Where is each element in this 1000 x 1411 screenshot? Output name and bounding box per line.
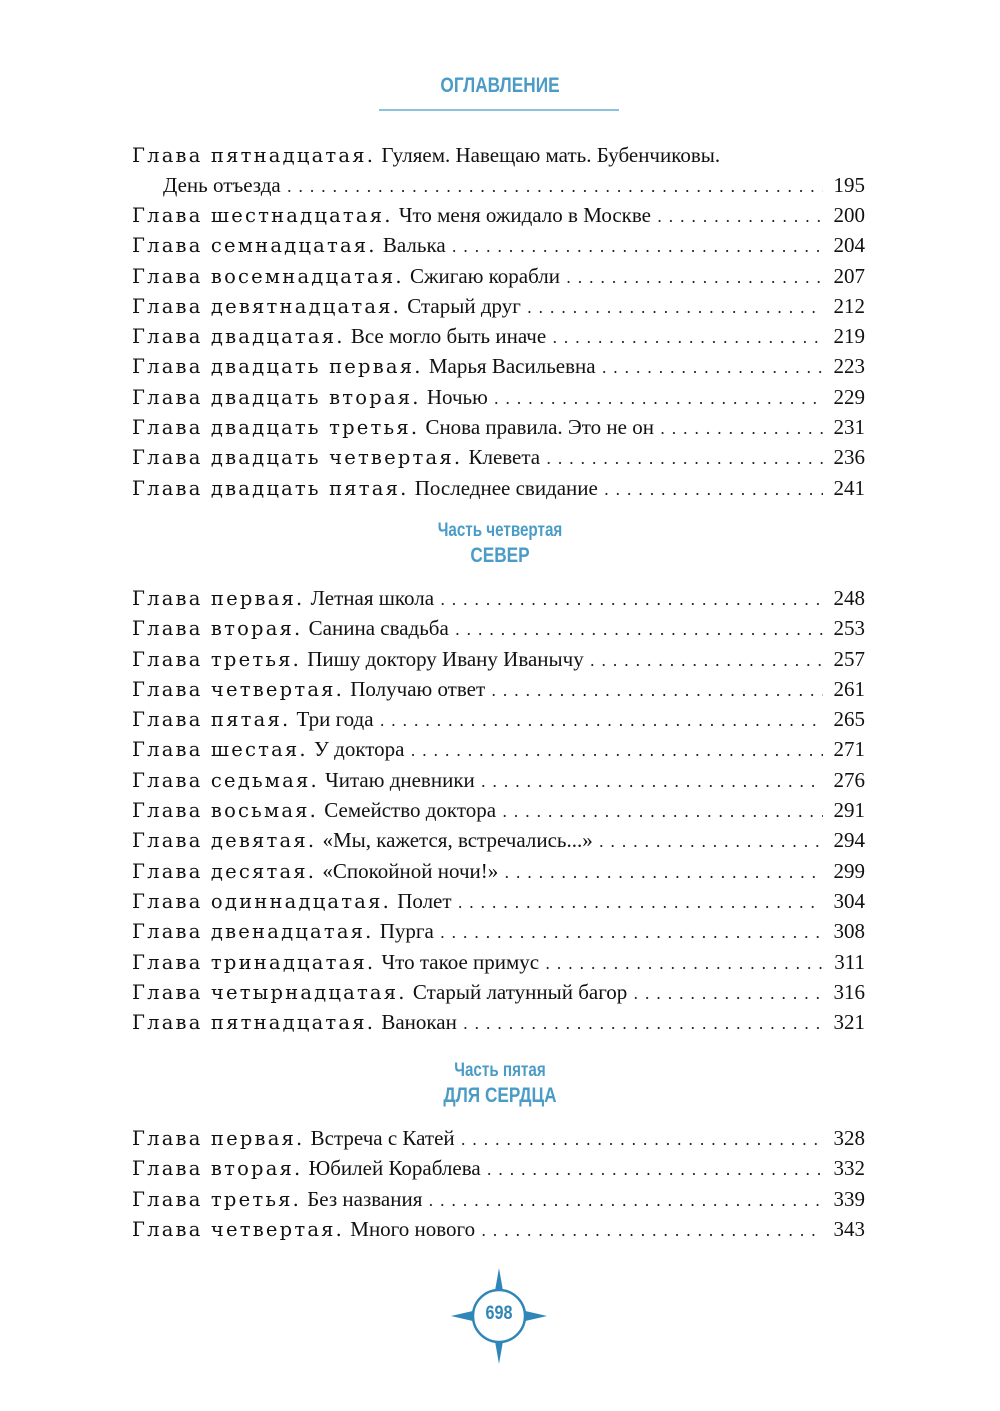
leader-dots bbox=[604, 475, 823, 505]
page-ref: 291 bbox=[833, 798, 865, 823]
chapter-title: Юбилей Кораблева bbox=[308, 1156, 481, 1181]
leader-dots bbox=[590, 646, 823, 676]
toc-entry[interactable] bbox=[132, 856, 865, 886]
leader-dots bbox=[380, 706, 823, 736]
part-heading bbox=[0, 1060, 1000, 1108]
page-ref: 207 bbox=[833, 263, 865, 288]
page-ref: 311 bbox=[834, 949, 865, 974]
chapter-title: Клевета bbox=[468, 445, 541, 470]
chapter-title: «Мы, кажется, встречались...» bbox=[322, 828, 593, 853]
page-ref: 219 bbox=[833, 324, 865, 349]
chapter-number: Глава третья. bbox=[132, 1187, 302, 1211]
leader-dots bbox=[458, 888, 823, 918]
chapter-title: Много нового bbox=[350, 1216, 476, 1241]
toc-section-part-three bbox=[132, 140, 865, 503]
toc-entry[interactable] bbox=[132, 321, 865, 351]
chapter-number: Глава восьмая. bbox=[132, 799, 319, 823]
toc-entry[interactable] bbox=[132, 704, 865, 734]
chapter-number: Глава шестнадцатая. bbox=[132, 204, 393, 227]
toc-entry[interactable] bbox=[132, 1153, 865, 1183]
chapter-title: Снова правила. Это не он bbox=[425, 415, 654, 440]
page-ref: 195 bbox=[833, 173, 865, 197]
chapter-number: Глава семнадцатая. bbox=[132, 234, 377, 258]
page-ref: 231 bbox=[833, 415, 865, 440]
chapter-number: Глава четвертая. bbox=[132, 1217, 345, 1241]
chapter-title: Встреча с Катей bbox=[310, 1126, 455, 1150]
chapter-number: Глава двадцать первая. bbox=[132, 355, 423, 379]
toc-entry[interactable] bbox=[132, 583, 865, 613]
toc-entry[interactable] bbox=[132, 1007, 865, 1037]
page-ref: 276 bbox=[833, 767, 865, 792]
page-ref: 248 bbox=[833, 586, 865, 610]
page-ref: 343 bbox=[833, 1216, 865, 1241]
chapter-title: Три года bbox=[296, 707, 374, 732]
chapter-title: Что такое примус bbox=[381, 949, 540, 974]
toc-entry[interactable] bbox=[132, 1184, 865, 1214]
page-ref: 339 bbox=[833, 1186, 865, 1211]
chapter-title: «Спокойной ночи!» bbox=[322, 858, 499, 883]
chapter-number: Глава пятая. bbox=[132, 708, 291, 732]
leader-dots bbox=[660, 414, 823, 444]
leader-dots bbox=[461, 1125, 823, 1155]
page-ref: 265 bbox=[833, 707, 865, 732]
chapter-number: Глава двенадцатая. bbox=[132, 920, 374, 944]
leader-dots bbox=[452, 232, 823, 262]
chapter-title: Получаю ответ bbox=[350, 676, 486, 701]
leader-dots bbox=[504, 858, 823, 888]
chapter-title: Пурга bbox=[379, 919, 434, 944]
leader-dots bbox=[481, 767, 823, 797]
toc-section-part-four bbox=[132, 583, 865, 1037]
toc-entry[interactable] bbox=[132, 473, 865, 503]
part-name: СЕВЕР bbox=[470, 544, 530, 567]
chapter-number: Глава двадцать вторая. bbox=[132, 385, 421, 409]
part-heading bbox=[0, 520, 1000, 568]
page-ref: 223 bbox=[833, 354, 865, 379]
leader-dots bbox=[552, 323, 823, 353]
toc-entry[interactable] bbox=[132, 382, 865, 412]
page-number: 698 bbox=[485, 1303, 513, 1324]
chapter-title: У доктора bbox=[314, 737, 405, 762]
chapter-number: Глава четвертая. bbox=[132, 677, 345, 701]
chapter-title: Последнее свидание bbox=[414, 475, 598, 500]
leader-dots bbox=[428, 1186, 823, 1216]
chapter-title: Сжигаю корабли bbox=[410, 263, 560, 288]
chapter-title: Летная школа bbox=[310, 586, 435, 610]
chapter-title-continued: День отъезда bbox=[163, 173, 281, 197]
chapter-number: Глава двадцатая. bbox=[132, 325, 345, 349]
page-ref: 308 bbox=[833, 919, 865, 944]
chapter-title: Санина свадьба bbox=[308, 616, 449, 641]
chapter-title: Марья Васильевна bbox=[428, 354, 596, 379]
chapter-title: Читаю дневники bbox=[325, 767, 475, 792]
chapter-number: Глава двадцать четвертая. bbox=[132, 446, 463, 470]
toc-entry[interactable] bbox=[132, 765, 865, 795]
leader-dots bbox=[463, 1009, 823, 1039]
leader-dots bbox=[599, 827, 823, 857]
chapter-number: Глава пятнадцатая. bbox=[132, 144, 376, 167]
chapter-title: Что меня ожидало в Москве bbox=[398, 203, 652, 227]
toc-entry[interactable] bbox=[132, 412, 865, 442]
chapter-title: Пишу доктору Ивану Иванычу bbox=[307, 646, 584, 671]
chapter-number: Глава шестая. bbox=[132, 738, 308, 762]
chapter-title: Валька bbox=[382, 233, 446, 258]
chapter-number: Глава вторая. bbox=[132, 1157, 303, 1181]
toc-entry[interactable] bbox=[132, 230, 865, 260]
page-ref: 316 bbox=[833, 979, 865, 1004]
leader-dots bbox=[411, 736, 824, 766]
chapter-number: Глава первая. bbox=[132, 1127, 305, 1150]
toc-entry[interactable] bbox=[132, 947, 865, 977]
toc-entry[interactable] bbox=[132, 977, 865, 1007]
chapter-number: Глава четырнадцатая. bbox=[132, 980, 407, 1004]
page-ref: 257 bbox=[833, 646, 865, 671]
leader-dots bbox=[545, 949, 823, 979]
leader-dots bbox=[440, 918, 823, 948]
toc-entry[interactable] bbox=[132, 674, 865, 704]
toc-entry[interactable] bbox=[132, 1214, 865, 1244]
page-ref: 271 bbox=[833, 737, 865, 762]
page-ref: 241 bbox=[833, 475, 865, 500]
chapter-title: Старый латунный багор bbox=[412, 979, 628, 1004]
leader-dots bbox=[487, 1155, 823, 1185]
page-ref: 200 bbox=[833, 203, 865, 227]
part-label: Часть четвертая bbox=[437, 520, 563, 541]
page-ref: 304 bbox=[833, 888, 865, 913]
leader-dots bbox=[657, 202, 823, 232]
toc-entry[interactable] bbox=[132, 644, 865, 674]
page-ref: 261 bbox=[833, 676, 865, 701]
chapter-title: Без названия bbox=[307, 1186, 423, 1211]
chapter-title: Старый друг bbox=[407, 293, 521, 318]
chapter-number: Глава пятнадцатая. bbox=[132, 1011, 376, 1035]
part-name: ДЛЯ СЕРДЦА bbox=[443, 1084, 557, 1107]
toc-entry[interactable] bbox=[132, 261, 865, 291]
leader-dots bbox=[502, 797, 823, 827]
chapter-title: Гуляем. Навещаю мать. Бубенчиковы. bbox=[381, 143, 721, 167]
toc-entry[interactable] bbox=[132, 916, 865, 946]
leader-dots bbox=[455, 615, 823, 645]
leader-dots bbox=[481, 1216, 823, 1246]
leader-dots bbox=[566, 263, 823, 293]
chapter-number: Глава седьмая. bbox=[132, 768, 319, 792]
page-ref: 321 bbox=[833, 1010, 865, 1035]
header-rule bbox=[379, 109, 619, 111]
chapter-number: Глава третья. bbox=[132, 647, 302, 671]
chapter-number: Глава одиннадцатая. bbox=[132, 889, 391, 913]
page-ref: 236 bbox=[833, 445, 865, 470]
leader-dots bbox=[602, 353, 823, 383]
page-ref: 253 bbox=[833, 616, 865, 641]
page-ref: 328 bbox=[833, 1126, 865, 1150]
chapter-number: Глава первая. bbox=[132, 587, 305, 610]
toc-entry[interactable] bbox=[132, 886, 865, 916]
toc-entry[interactable] bbox=[132, 1123, 865, 1153]
chapter-title: Все могло быть иначе bbox=[350, 324, 547, 349]
page-ref: 229 bbox=[833, 384, 865, 409]
leader-dots bbox=[491, 676, 823, 706]
chapter-number: Глава девятая. bbox=[132, 829, 317, 853]
chapter-title: Ночью bbox=[426, 384, 488, 409]
chapter-title: Семейство доктора bbox=[324, 798, 497, 823]
toc-entry[interactable] bbox=[132, 734, 865, 764]
leader-dots bbox=[527, 293, 823, 323]
chapter-number: Глава вторая. bbox=[132, 617, 303, 641]
page-ref: 204 bbox=[833, 233, 865, 258]
toc-entry[interactable] bbox=[132, 291, 865, 321]
chapter-title: Ванокан bbox=[381, 1010, 457, 1035]
toc-entry[interactable] bbox=[132, 825, 865, 855]
leader-dots bbox=[287, 172, 823, 202]
part-label: Часть пятая bbox=[454, 1060, 546, 1081]
leader-dots bbox=[440, 585, 823, 615]
toc-entry[interactable] bbox=[132, 140, 865, 200]
leader-dots bbox=[546, 444, 823, 474]
toc-section-part-five bbox=[132, 1123, 865, 1244]
chapter-number: Глава двадцать третья. bbox=[132, 416, 420, 440]
chapter-number: Глава десятая. bbox=[132, 859, 317, 883]
page-ref: 212 bbox=[833, 293, 865, 318]
page-ref: 294 bbox=[833, 828, 865, 853]
page-header-title: ОГЛАВЛЕНИЕ bbox=[440, 74, 560, 97]
toc-entry[interactable] bbox=[132, 351, 865, 381]
page-ref: 299 bbox=[833, 858, 865, 883]
leader-dots bbox=[633, 979, 823, 1009]
chapter-title: Полет bbox=[397, 888, 452, 913]
toc-entry[interactable] bbox=[132, 442, 865, 472]
leader-dots bbox=[494, 384, 823, 414]
page-ref: 332 bbox=[833, 1156, 865, 1181]
toc-entry[interactable] bbox=[132, 795, 865, 825]
chapter-number: Глава восемнадцатая. bbox=[132, 264, 404, 288]
chapter-number: Глава девятнадцатая. bbox=[132, 294, 402, 318]
chapter-number: Глава двадцать пятая. bbox=[132, 476, 409, 500]
toc-entry[interactable] bbox=[132, 200, 865, 230]
chapter-number: Глава тринадцатая. bbox=[132, 950, 376, 974]
toc-entry[interactable] bbox=[132, 613, 865, 643]
